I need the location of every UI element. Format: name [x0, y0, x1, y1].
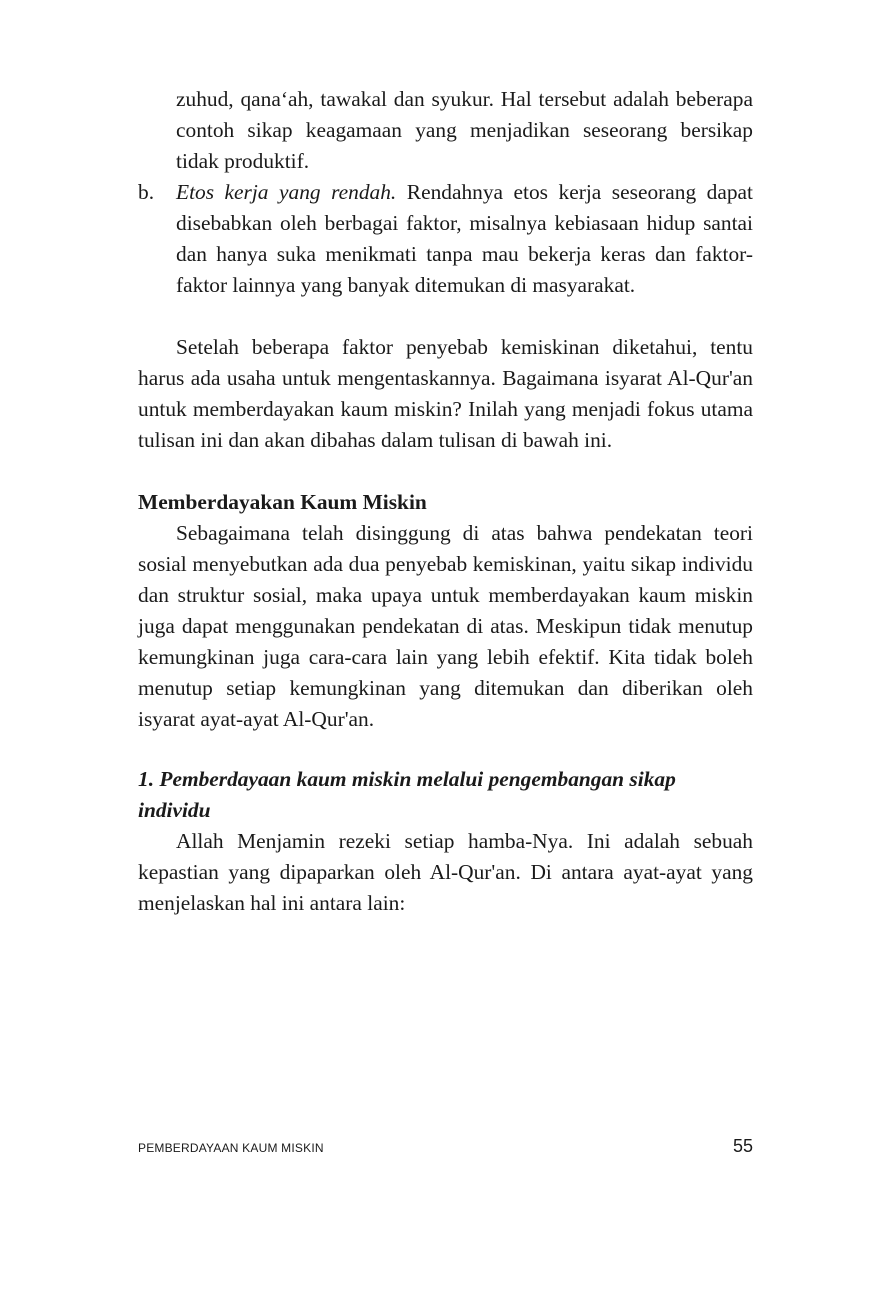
spacer: [138, 301, 753, 332]
list-item-title: Etos kerja yang rendah.: [176, 180, 397, 204]
page-number: 55: [732, 1136, 753, 1156]
list-item-b: [138, 177, 753, 301]
spacer: [138, 735, 753, 764]
list-marker: b.: [138, 180, 155, 204]
page-body: [138, 84, 753, 919]
list-item-body: Rendahnya etos kerja seseorang dapat disebabkan oleh berbagai faktor, misalnya kebiasaan hidup santai dan hanya suka menikmati tanpa mau bekerja keras dan faktor-faktor lainnya yang banyak ditemukan di masyarakat.: [176, 180, 753, 297]
subsection-heading: 1. Pemberdayaan kaum miskin melalui pengembangan sikap individu: [138, 767, 676, 822]
section-heading: Memberdayakan Kaum Miskin: [138, 490, 427, 514]
subsection-paragraph: Allah Menjamin rezeki setiap hamba-Nya. Ini adalah sebuah kepastian yang dipaparkan oleh Al-Qur'an. Di antara ayat-ayat yang menjelaskan hal ini antara lain:: [138, 829, 753, 915]
paragraph-1: Setelah beberapa faktor penyebab kemiskinan diketahui, tentu harus ada usaha untuk mengentaskannya. Bagaimana isyarat Al-Qur'an untuk memberdayakan kaum miskin? Inilah yang menjadi fokus utama tulisan ini dan akan dibahas dalam tulisan di bawah ini.: [138, 335, 753, 452]
page-footer: [138, 1136, 753, 1157]
continuation-text: zuhud, qana‘ah, tawakal dan syukur. Hal tersebut adalah beberapa contoh sikap keagamaan yang menjadikan seseorang bersikap tidak produktif.: [176, 87, 753, 173]
running-title: PEMBERDAYAAN KAUM MISKIN: [138, 1141, 324, 1155]
list-item-text: [176, 177, 753, 301]
spacer: [138, 456, 753, 487]
section-paragraph: Sebagaimana telah disinggung di atas bahwa pendekatan teori sosial menyebutkan ada dua penyebab kemiskinan, yaitu sikap individu dan struktur sosial, maka upaya untuk memberdayakan kaum miskin juga dapat menggunakan pendekatan di atas. Meskipun tidak menutup kemungkinan juga cara-cara lain yang lebih efektif. Kita tidak boleh menutup setiap kemungkinan yang ditemukan dan diberikan oleh isyarat ayat-ayat Al-Qur'an.: [138, 521, 753, 731]
